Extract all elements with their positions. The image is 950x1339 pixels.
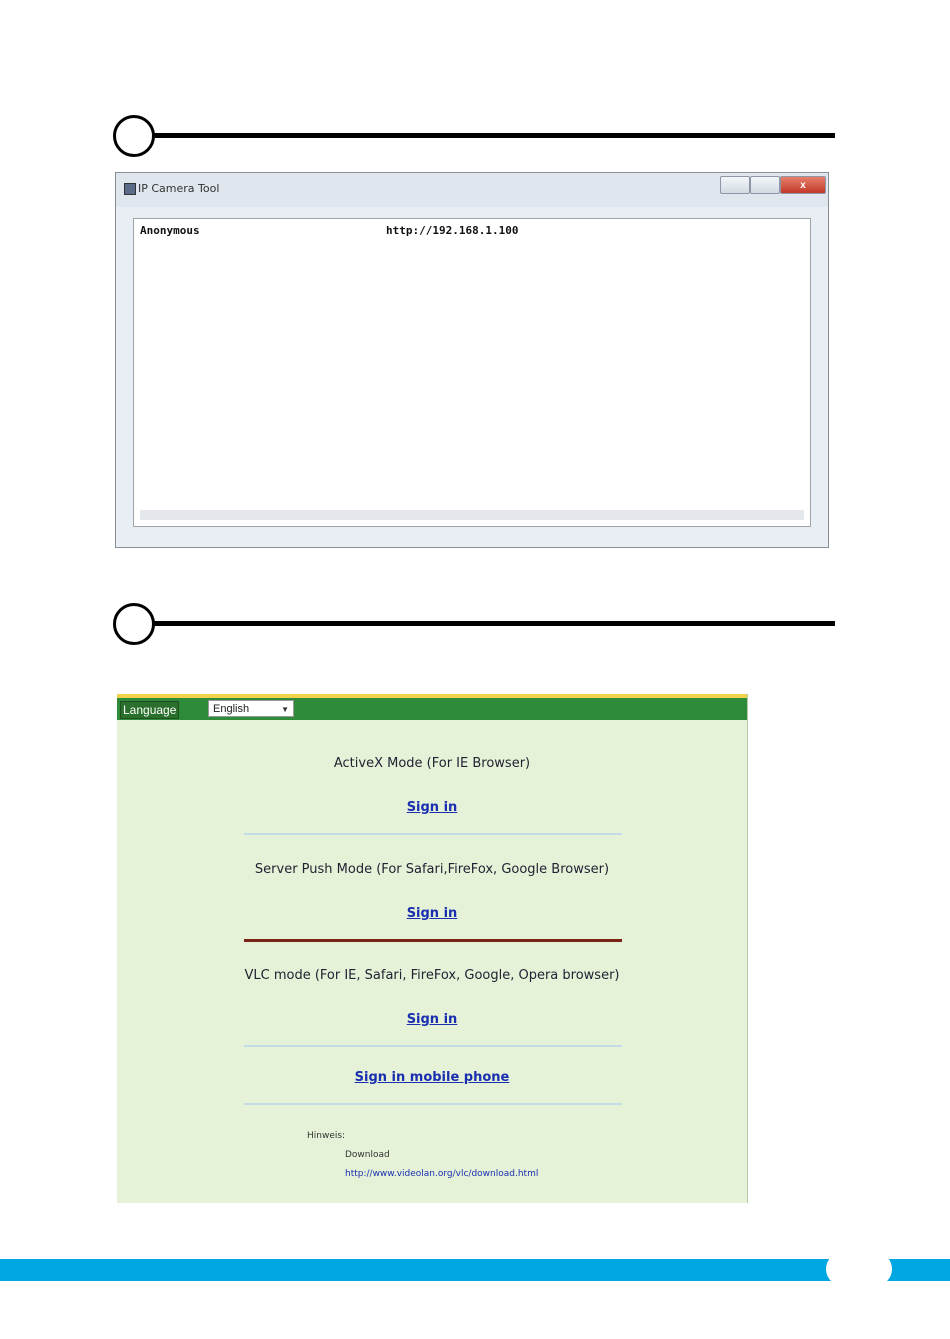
vlc-sign-in-link[interactable]: Sign in xyxy=(406,1012,458,1027)
server-push-sign-in-link[interactable]: Sign in xyxy=(406,906,458,921)
title-bar[interactable] xyxy=(116,173,828,207)
separator xyxy=(244,833,622,835)
camera-url: http://192.168.1.100 xyxy=(386,224,519,237)
maximize-button[interactable] xyxy=(750,176,780,194)
language-bar xyxy=(117,698,747,720)
step-circle xyxy=(113,603,155,645)
vlc-mode-label: VLC mode (For IE, Safari, FireFox, Google, Opera browser) xyxy=(244,968,620,983)
window-controls xyxy=(720,176,826,196)
mobile-sign-in-link[interactable]: Sign in mobile phone xyxy=(354,1070,510,1085)
step-1-marker xyxy=(113,115,835,163)
minimize-button[interactable] xyxy=(720,176,750,194)
language-label: Language xyxy=(120,701,179,719)
camera-login-page xyxy=(117,694,748,1203)
download-label: Download xyxy=(345,1150,390,1160)
step-2-marker xyxy=(113,603,835,651)
step-circle xyxy=(113,115,155,157)
vlc-download-link[interactable]: http://www.videolan.org/vlc/download.html xyxy=(345,1169,539,1179)
window-title: IP Camera Tool xyxy=(138,182,220,195)
footer-band xyxy=(0,1259,950,1281)
camera-list xyxy=(133,218,811,527)
horizontal-scrollbar[interactable] xyxy=(140,510,804,520)
camera-name: Anonymous xyxy=(140,224,200,237)
app-icon xyxy=(124,183,136,195)
server-push-mode-label: Server Push Mode (For Safari,FireFox, Google Browser) xyxy=(254,862,610,877)
camera-list-row[interactable] xyxy=(140,224,519,237)
ip-camera-tool-window xyxy=(115,172,829,548)
language-value: English xyxy=(213,703,250,715)
chevron-down-icon: ▼ xyxy=(281,705,289,714)
download-heading: Hinweis: xyxy=(307,1131,346,1141)
separator xyxy=(244,939,622,942)
separator xyxy=(244,1103,622,1105)
activex-mode-label: ActiveX Mode (For IE Browser) xyxy=(333,756,531,771)
page-number-box xyxy=(826,1252,892,1286)
language-select[interactable] xyxy=(208,700,294,717)
close-button[interactable]: x xyxy=(780,176,826,194)
step-rule xyxy=(153,133,835,138)
step-rule xyxy=(153,621,835,626)
separator xyxy=(244,1045,622,1047)
activex-sign-in-link[interactable]: Sign in xyxy=(406,800,458,815)
